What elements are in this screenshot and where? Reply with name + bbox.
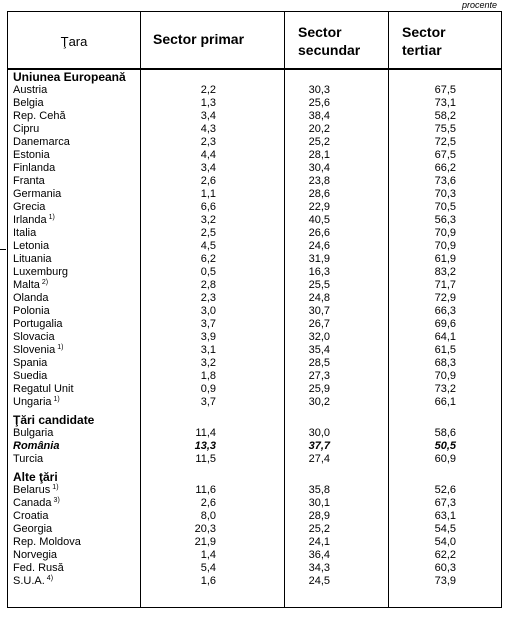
secondary-sector-value: 25,2 [308,523,330,535]
table-row [8,175,501,188]
country-name [13,370,47,383]
country-name [13,305,50,318]
table-row [8,110,501,123]
country-name [13,396,60,409]
tertiary-sector-value: 67,3 [434,497,456,509]
primary-sector-value: 21,9 [194,536,216,548]
footnote-marker: 1) [48,214,55,221]
primary-sector-value: 3,7 [200,396,216,408]
table-row [8,370,501,383]
country-label: Croatia [13,510,49,522]
table-row [8,440,501,453]
country-name [13,201,45,214]
country-label: Lituania [13,253,52,265]
header-country: Ţara [60,34,88,49]
tertiary-sector-value: 70,3 [434,188,456,200]
primary-sector-value: 11,6 [195,484,216,496]
tertiary-sector-value: 63,1 [434,510,456,522]
country-name [13,266,68,279]
table-body [8,70,501,588]
country-label: Danemarca [13,136,70,148]
country-label: Belgia [13,97,44,109]
primary-sector-value: 2,5 [200,227,216,239]
tertiary-sector-value: 50,5 [434,440,456,452]
tertiary-sector-value: 66,1 [434,396,456,408]
tertiary-sector-value: 73,6 [434,175,456,187]
country-label: Finlanda [13,162,56,174]
tertiary-sector-value: 68,3 [434,357,456,369]
secondary-sector-value: 32,0 [308,331,330,343]
header-primary-sector: Sector primar [153,31,245,47]
tertiary-sector-value: 75,5 [434,123,456,135]
table-row [8,266,501,279]
country-label: Ungaria [13,396,52,408]
table-row [8,123,501,136]
secondary-sector-value: 24,8 [308,292,330,304]
secondary-sector-value: 16,3 [308,266,330,278]
tertiary-sector-value: 67,5 [434,149,456,161]
primary-sector-value: 11,5 [195,453,216,465]
secondary-sector-value: 22,9 [308,201,330,213]
secondary-sector-value: 25,2 [308,136,330,148]
primary-sector-value: 0,5 [200,266,216,278]
margin-tick [0,249,6,250]
tertiary-sector-value: 60,9 [434,453,456,465]
group-heading: Ţări candidate [13,413,95,427]
tertiary-sector-value: 73,9 [434,575,456,587]
country-name [13,484,59,497]
table-row [8,497,501,510]
primary-sector-value: 4,3 [200,123,216,135]
country-label: Irlanda [13,214,47,226]
table-row [8,344,501,357]
tertiary-sector-value: 73,1 [434,97,456,109]
table-row [8,253,501,266]
country-name [13,427,53,440]
country-label: Franta [13,175,45,187]
primary-sector-value: 0,9 [200,383,216,395]
table-row [8,279,501,292]
secondary-sector-value: 36,4 [308,549,330,561]
secondary-sector-value: 27,3 [308,370,330,382]
primary-sector-value: 2,6 [200,497,216,509]
table-row [8,383,501,396]
footnote-marker: 3) [53,497,60,504]
table-row [8,549,501,562]
table-row [8,162,501,175]
country-name [13,497,60,510]
country-name [13,510,48,523]
primary-sector-value: 6,6 [200,201,216,213]
table-row [8,97,501,110]
country-label: Portugalia [13,318,63,330]
country-name [13,357,47,370]
country-name [13,331,55,344]
secondary-sector-value: 27,4 [308,453,330,465]
primary-sector-value: 3,2 [200,214,216,226]
table-row [8,510,501,523]
tertiary-sector-value: 72,5 [434,136,456,148]
country-label: Regatul Unit [13,383,74,395]
country-name [13,214,55,227]
country-label: S.U.A. [13,575,45,587]
primary-sector-value: 20,3 [194,523,216,535]
primary-sector-value: 5,4 [200,562,216,574]
tertiary-sector-value: 54,5 [434,523,456,535]
country-name [13,188,61,201]
country-label: Georgia [13,523,53,535]
tertiary-sector-value: 70,9 [434,227,456,239]
country-label: România [13,440,60,452]
primary-sector-value: 4,5 [200,240,216,252]
primary-sector-value: 8,0 [200,510,216,522]
secondary-sector-value: 28,5 [308,357,330,369]
country-label: Rep. Cehă [13,110,66,122]
tertiary-sector-value: 60,3 [434,562,456,574]
primary-sector-value: 4,4 [200,149,216,161]
country-label: Norvegia [13,549,58,561]
footnote-marker: 1) [52,484,59,491]
group-heading: Uniunea Europeană [13,70,126,84]
header-secondary-line1: Sector [298,24,342,40]
secondary-sector-value: 30,0 [308,427,330,439]
country-name [13,536,81,549]
country-name [13,149,50,162]
primary-sector-value: 1,6 [200,575,216,587]
table-header [8,12,501,70]
tertiary-sector-value: 72,9 [434,292,456,304]
country-label: Slovenia [13,344,56,356]
country-label: Luxemburg [13,266,69,278]
country-name [13,344,63,357]
country-name [13,97,44,110]
tertiary-sector-value: 66,3 [434,305,456,317]
country-name [13,292,48,305]
country-name [13,136,70,149]
unit-label: procente [461,0,497,10]
table-row [8,536,501,549]
table-row [8,188,501,201]
tertiary-sector-value: 70,9 [434,370,456,382]
table-row [8,305,501,318]
country-label: Rep. Moldova [13,536,81,548]
primary-sector-value: 1,3 [200,97,216,109]
country-label: Belarus [13,484,51,496]
country-name [13,575,53,588]
country-name [13,162,55,175]
table-row [8,427,501,440]
tertiary-sector-value: 56,3 [434,214,456,226]
country-name [13,84,47,97]
table-row [8,136,501,149]
secondary-sector-value: 38,4 [308,110,330,122]
country-name [13,279,48,292]
tertiary-sector-value: 69,6 [434,318,456,330]
footnote-marker: 1) [57,344,64,351]
country-label: Italia [13,227,37,239]
primary-sector-value: 2,2 [200,84,216,96]
footnote-marker: 4) [46,575,54,582]
table-row [8,396,501,409]
primary-sector-value: 2,6 [200,175,216,187]
country-name [13,175,45,188]
secondary-sector-value: 40,5 [308,214,330,226]
tertiary-sector-value: 67,5 [434,84,456,96]
country-name [13,562,64,575]
table-row [8,292,501,305]
secondary-sector-value: 24,5 [308,575,330,587]
table-row [8,523,501,536]
country-label: Olanda [13,292,49,304]
table-row [8,575,501,588]
primary-sector-value: 2,3 [200,292,216,304]
country-name [13,383,74,396]
table-row [8,214,501,227]
tertiary-sector-value: 61,5 [434,344,456,356]
country-name [13,110,66,123]
country-label: Austria [13,84,48,96]
group-heading: Alte ţări [13,470,58,484]
tertiary-sector-value: 66,2 [434,162,456,174]
country-label: Turcia [13,453,44,465]
tertiary-sector-value: 71,7 [434,279,456,291]
secondary-sector-value: 35,8 [308,484,330,496]
tertiary-sector-value: 52,6 [434,484,456,496]
secondary-sector-value: 34,3 [308,562,330,574]
secondary-sector-value: 30,7 [308,305,330,317]
secondary-sector-value: 28,9 [308,510,330,522]
country-name [13,318,63,331]
primary-sector-value: 2,8 [200,279,216,291]
table-row [8,227,501,240]
table-row [8,453,501,466]
country-label: Letonia [13,240,50,252]
primary-sector-value: 3,4 [200,110,216,122]
tertiary-sector-value: 62,2 [434,549,456,561]
primary-sector-value: 1,8 [200,370,216,382]
header-tertiary-line1: Sector [402,24,446,40]
secondary-sector-value: 26,7 [308,318,330,330]
table-row [8,318,501,331]
table-row [8,331,501,344]
secondary-sector-value: 30,2 [308,396,330,408]
table-row [8,240,501,253]
primary-sector-value: 3,2 [200,357,216,369]
tertiary-sector-value: 58,2 [434,110,456,122]
primary-sector-value: 3,1 [200,344,216,356]
primary-sector-value: 6,2 [200,253,216,265]
country-label: Cipru [13,123,40,135]
primary-sector-value: 11,4 [195,427,216,439]
country-name [13,440,59,453]
country-label: Germania [13,188,62,200]
country-label: Spania [13,357,48,369]
secondary-sector-value: 23,8 [308,175,330,187]
primary-sector-value: 3,9 [200,331,216,343]
secondary-sector-value: 25,5 [308,279,330,291]
tertiary-sector-value: 83,2 [434,266,456,278]
country-name [13,549,57,562]
table-row [8,84,501,97]
country-name [13,453,43,466]
secondary-sector-value: 30,4 [308,162,330,174]
secondary-sector-value: 26,6 [308,227,330,239]
tertiary-sector-value: 70,5 [434,201,456,213]
country-label: Fed. Rusă [13,562,64,574]
header-secondary-line2: secundar [298,42,361,58]
table-row [8,149,501,162]
country-label: Slovacia [13,331,55,343]
tertiary-sector-value: 58,6 [434,427,456,439]
secondary-sector-value: 24,1 [308,536,330,548]
sector-employment-table [7,11,502,608]
tertiary-sector-value: 61,9 [434,253,456,265]
primary-sector-value: 13,3 [194,440,216,452]
country-label: Estonia [13,149,50,161]
table-row [8,357,501,370]
secondary-sector-value: 30,3 [308,84,330,96]
country-label: Grecia [13,201,46,213]
table-row [8,201,501,214]
country-label: Polonia [13,305,50,317]
header-secondary-sector [298,23,360,59]
tertiary-sector-value: 54,0 [434,536,456,548]
header-tertiary-line2: tertiar [402,42,442,58]
secondary-sector-value: 28,1 [308,149,330,161]
country-name [13,253,52,266]
country-label: Canada [13,497,52,509]
primary-sector-value: 3,4 [200,162,216,174]
footnote-marker: 1) [53,396,60,403]
table-row [8,562,501,575]
secondary-sector-value: 30,1 [308,497,330,509]
secondary-sector-value: 28,6 [308,188,330,200]
secondary-sector-value: 24,6 [308,240,330,252]
country-label: Bulgaria [13,427,54,439]
header-tertiary-sector [402,23,446,59]
primary-sector-value: 2,3 [200,136,216,148]
tertiary-sector-value: 64,1 [434,331,456,343]
primary-sector-value: 3,0 [200,305,216,317]
tertiary-sector-value: 70,9 [434,240,456,252]
tertiary-sector-value: 73,2 [434,383,456,395]
country-label: Suedia [13,370,48,382]
primary-sector-value: 1,4 [200,549,216,561]
secondary-sector-value: 37,7 [308,440,330,452]
table-row [8,484,501,497]
secondary-sector-value: 31,9 [308,253,330,265]
primary-sector-value: 3,7 [200,318,216,330]
secondary-sector-value: 35,4 [308,344,330,356]
country-name [13,523,52,536]
secondary-sector-value: 25,9 [308,383,330,395]
country-name [13,240,49,253]
country-name [13,227,36,240]
secondary-sector-value: 25,6 [308,97,330,109]
primary-sector-value: 1,1 [200,188,216,200]
secondary-sector-value: 20,2 [308,123,330,135]
footnote-marker: 2) [41,279,49,286]
country-name [13,123,39,136]
country-label: Malta [13,279,40,291]
